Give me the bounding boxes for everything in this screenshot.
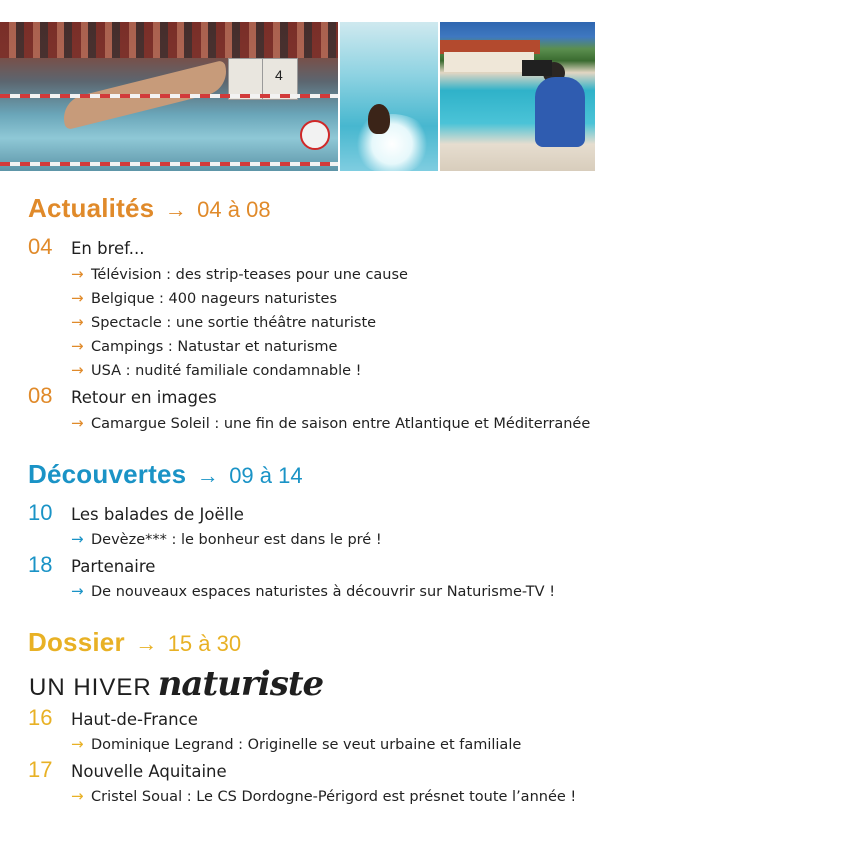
arrow-right-icon: →	[71, 735, 84, 753]
dossier-subtitle-plain: UN HIVER	[29, 674, 152, 701]
entry-item: → Spectacle : une sortie théâtre naturiste	[71, 313, 377, 331]
arrow-right-icon: →	[164, 197, 187, 222]
section-heading-dossier	[28, 627, 241, 658]
page-number: 17	[28, 757, 53, 782]
arrow-right-icon: →	[135, 631, 158, 656]
section-page-range: 04 à 08	[197, 197, 271, 222]
entry-item: → Devèze*** : le bonheur est dans le pré !	[71, 530, 382, 548]
arrow-right-icon: →	[71, 265, 84, 283]
building	[444, 52, 534, 72]
arrow-right-icon: →	[71, 414, 84, 432]
page-number: 04	[28, 234, 53, 259]
entry-item: → Belgique : 400 nageurs naturistes	[71, 289, 338, 307]
entry-item: → Cristel Soual : Le CS Dordogne-Périgord est présnet toute l’année !	[71, 787, 577, 805]
section-heading-decouvertes	[28, 459, 303, 490]
entry-item: → Télévision : des strip-teases pour une cause	[71, 265, 408, 283]
entry-title: Retour en images	[71, 388, 217, 407]
page-number: 18	[28, 552, 53, 577]
arrow-right-icon: →	[71, 361, 84, 379]
arrow-right-icon: →	[71, 787, 84, 805]
photo-outdoor-pool-filming	[440, 22, 595, 171]
section-title: Découvertes	[28, 459, 187, 489]
child-in-water	[368, 104, 390, 134]
header-photo-strip	[0, 22, 595, 171]
lane-rope	[0, 162, 338, 166]
entry-title: Partenaire	[71, 557, 156, 576]
water-splash	[352, 114, 432, 171]
dossier-subtitle	[29, 664, 323, 704]
section-page-range: 09 à 14	[229, 463, 303, 488]
photo-swimming-race	[0, 22, 338, 171]
entry-item: → De nouveaux espaces naturistes à découvrir sur Naturisme-TV !	[71, 582, 556, 600]
section-title: Dossier	[28, 627, 125, 657]
video-camera	[522, 60, 552, 76]
entry-item: → USA : nudité familiale condamnable !	[71, 361, 362, 379]
arrow-right-icon: →	[196, 463, 219, 488]
arrow-right-icon: →	[71, 289, 84, 307]
entry-item: → Campings : Natustar et naturisme	[71, 337, 338, 355]
dossier-subtitle-script: naturiste	[157, 664, 324, 704]
photo-indoor-pool	[340, 22, 438, 171]
cameraman	[535, 77, 585, 147]
arrow-right-icon: →	[71, 582, 84, 600]
section-title: Actualités	[28, 193, 155, 223]
entry-item: → Dominique Legrand : Originelle se veut urbaine et familiale	[71, 735, 522, 753]
entry-title: En bref...	[71, 239, 145, 258]
section-heading-actualites	[28, 193, 271, 224]
entry-title: Les balades de Joëlle	[71, 505, 244, 524]
entry-title: Nouvelle Aquitaine	[71, 762, 227, 781]
entry-title: Haut-de-France	[71, 710, 198, 729]
page-number: 10	[28, 500, 53, 525]
entry-item: → Camargue Soleil : une fin de saison entre Atlantique et Méditerranée	[71, 414, 591, 432]
arrow-right-icon: →	[71, 337, 84, 355]
section-page-range: 15 à 30	[167, 631, 242, 656]
starting-block-number: 4	[275, 67, 283, 83]
arrow-right-icon: →	[71, 313, 84, 331]
photo-crowd	[0, 22, 338, 58]
page-number: 08	[28, 383, 53, 408]
swim-cap	[300, 120, 330, 150]
page-number: 16	[28, 705, 53, 730]
arrow-right-icon: →	[71, 530, 84, 548]
lane-rope	[0, 94, 338, 98]
